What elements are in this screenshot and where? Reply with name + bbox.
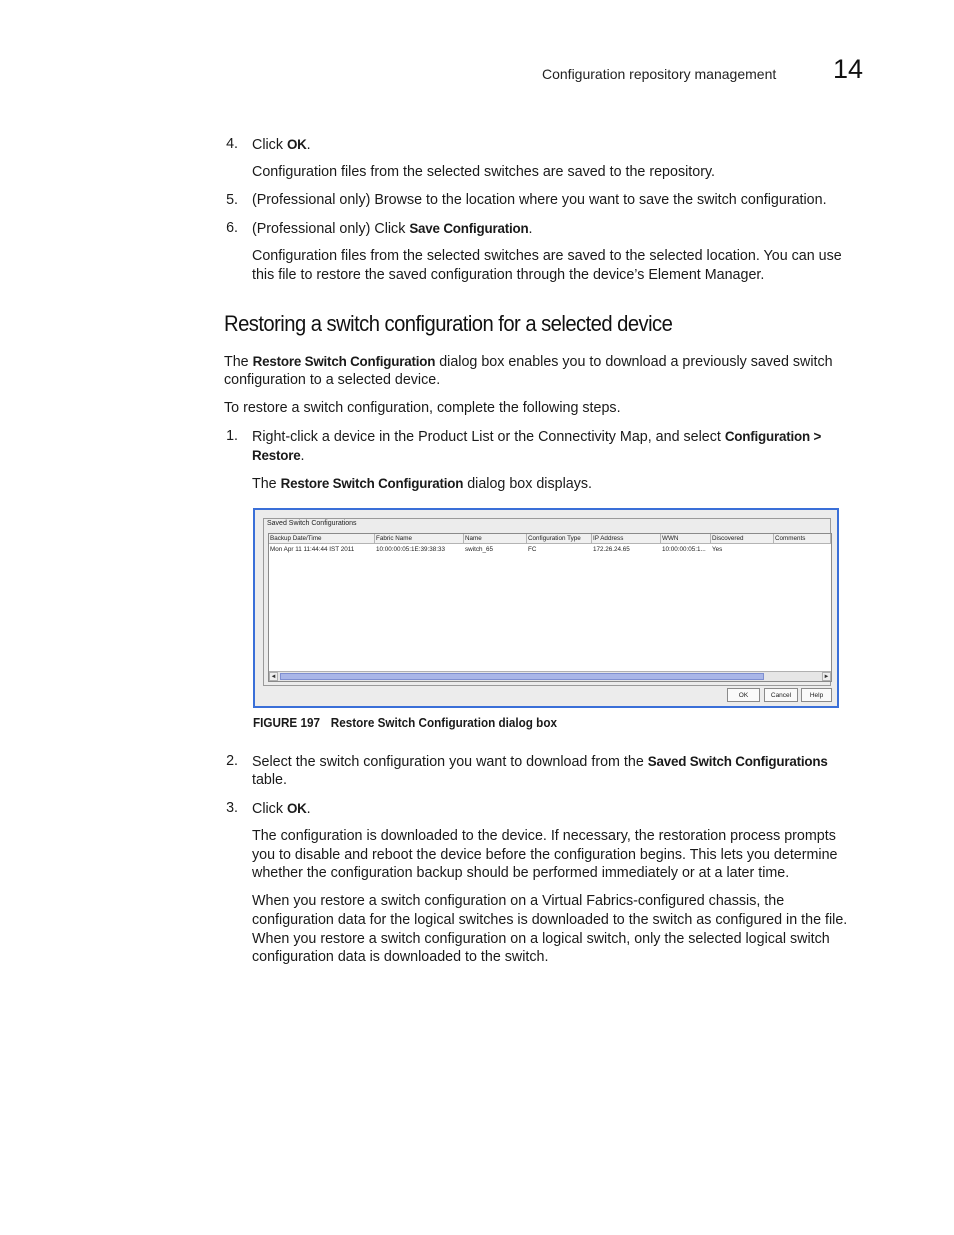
step-number: 6. [226, 220, 238, 236]
virtual-fabrics-para-line: When you restore a switch configuration on a Virtual Fabrics-configured chassis, the [252, 893, 785, 909]
step-4-result: Configuration files from the selected switches are saved to the repository. [252, 164, 716, 180]
ok-button[interactable]: OK [727, 688, 760, 702]
step-1-result: The Restore Switch Configuration dialog box displays. [252, 476, 592, 492]
download-para-line: you to disable and reboot the device before the configuration begins. This lets you determine [252, 847, 838, 863]
column-header-wwn[interactable]: WWN [661, 534, 711, 544]
step-number: 5. [226, 192, 238, 208]
virtual-fabrics-para-line: configuration data for the logical switches is downloaded to the switch as configured in the file. [252, 912, 848, 928]
virtual-fabrics-para-line: configuration data is downloaded to the switch. [252, 949, 549, 965]
column-header-comments[interactable]: Comments [774, 534, 831, 544]
restore-switch-configuration-ui-label: Restore Switch Configuration [280, 476, 464, 491]
step-5-text: (Professional only) Browse to the location where you want to save the switch configuration. [252, 192, 827, 208]
running-header-title: Configuration repository management [542, 66, 777, 82]
step-number: 4. [226, 136, 238, 152]
step-number: 3. [226, 800, 238, 816]
step-2-text-line-1: Select the switch configuration you want to download from the Saved Switch Configurations [252, 754, 828, 770]
column-header-configuration-type[interactable]: Configuration Type [527, 534, 592, 544]
restore-menu-ui-label: Restore [252, 448, 301, 463]
column-header-ip-address[interactable]: IP Address [592, 534, 661, 544]
section-heading: Restoring a switch configuration for a selected device [224, 311, 673, 336]
download-para-line: whether the configuration backup should be performed immediately or at a later time. [252, 865, 790, 881]
column-header-name[interactable]: Name [464, 534, 527, 544]
step-4-text: Click OK. [252, 137, 311, 153]
table-cell[interactable]: switch_65 [465, 546, 494, 553]
step-number: 1. [226, 428, 238, 444]
figure-caption [253, 715, 557, 730]
column-header-backup-date[interactable]: Backup Date/Time [269, 534, 375, 544]
table-cell[interactable]: 172.26.24.65 [593, 546, 630, 553]
intro-line-2: configuration to a selected device. [224, 372, 441, 388]
table-cell[interactable]: Yes [712, 546, 723, 553]
table-cell[interactable]: Mon Apr 11 11:44:44 IST 2011 [270, 546, 355, 553]
figure-label: FIGURE 197 [253, 715, 320, 730]
step-number: 2. [226, 753, 238, 769]
saved-configurations-table [268, 533, 832, 682]
saved-switch-configurations-group [263, 518, 831, 686]
horizontal-scrollbar[interactable] [269, 671, 831, 681]
step-1-text-line-1: Right-click a device in the Product List or the Connectivity Map, and select Configuration > [252, 429, 822, 445]
intro-line-1: The Restore Switch Configuration dialog box enables you to download a previously saved switch [224, 354, 833, 370]
scroll-left-icon[interactable]: ◄ [270, 674, 277, 680]
step-6-result-line-2: this file to restore the saved configuration through the device’s Element Manager. [252, 267, 765, 283]
scrollbar-thumb[interactable] [280, 673, 764, 680]
table-cell[interactable]: FC [528, 546, 537, 553]
step-3-text: Click OK. [252, 801, 311, 817]
help-button[interactable]: Help [801, 688, 832, 702]
group-title: Saved Switch Configurations [267, 520, 357, 527]
download-para-line: The configuration is downloaded to the device. If necessary, the restoration process prompts [252, 828, 836, 844]
figure-caption-text: Restore Switch Configuration dialog box [330, 715, 557, 730]
column-header-discovered[interactable]: Discovered [711, 534, 774, 544]
restore-switch-configuration-ui-label: Restore Switch Configuration [252, 354, 436, 369]
table-cell[interactable]: 10:00:00:05:1... [662, 546, 706, 553]
ok-ui-label: OK [286, 137, 307, 152]
chapter-number: 14 [833, 54, 864, 84]
section-heading-wrap [224, 311, 711, 337]
restore-switch-configuration-dialog [253, 508, 839, 708]
save-configuration-ui-label: Save Configuration [409, 221, 529, 236]
configuration-menu-ui-label: Configuration > [724, 429, 822, 444]
step-6-result-line-1: Configuration files from the selected switches are saved to the selected location. You can use [252, 248, 842, 264]
table-cell[interactable] [774, 545, 832, 554]
column-header-fabric-name[interactable]: Fabric Name [375, 534, 464, 544]
saved-switch-configurations-ui-label: Saved Switch Configurations [647, 754, 828, 769]
cancel-button[interactable]: Cancel [764, 688, 798, 702]
scroll-right-icon[interactable]: ► [823, 674, 830, 680]
step-6-text: (Professional only) Click Save Configuration. [252, 221, 533, 237]
lead-in-text: To restore a switch configuration, complete the following steps. [224, 400, 621, 416]
table-cell[interactable]: 10:00:00:05:1E:39:38:33 [376, 546, 445, 553]
virtual-fabrics-para-line: When you restore a switch configuration on a logical switch, only the selected logical switch [252, 931, 830, 947]
ok-ui-label: OK [286, 801, 307, 816]
step-2-text-line-2: table. [252, 772, 287, 788]
step-1-text-line-2: Restore. [252, 448, 305, 464]
